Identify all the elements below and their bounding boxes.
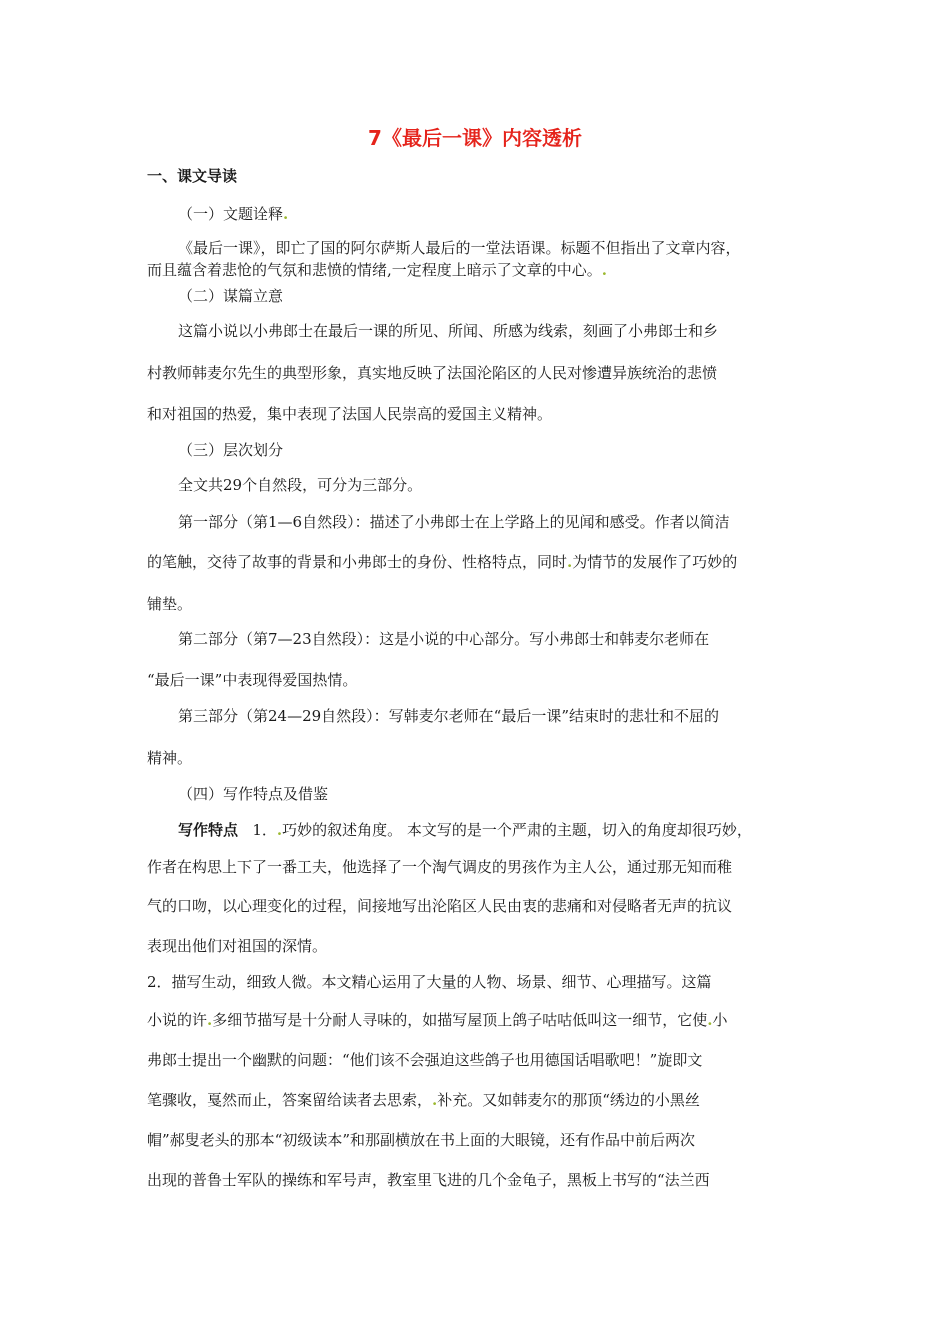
paragraph-line: 这篇小说以小弗郎士在最后一课的所见、所闻、所感为线索，刻画了小弗郎士和乡 [178, 322, 719, 340]
subheading-1-text: （一）文题诠释 [178, 205, 284, 223]
paragraph-line: “最后一课”中表现得爱国热情。 [147, 671, 358, 689]
paragraph-line: 气的口吻，以心理变化的过程，间接地写出沦陷区人民由衷的悲痛和对侵略者无声的抗议 [147, 897, 733, 915]
paragraph-line: 《最后一课》，即亡了国的阿尔萨斯人最后的一堂法语课。标题不但指出了文章内容， [178, 239, 741, 257]
paragraph-line [147, 552, 737, 572]
paragraph-line: 村教师韩麦尔先生的典型形象，真实地反映了法国沦陷区的人民对惨遭异族统治的悲愤 [147, 364, 718, 382]
writing-feature-label: 写作特点 [178, 821, 239, 839]
paragraph-line: 全文共29个自然段，可分为三部分。 [178, 476, 423, 494]
paragraph-line [147, 1010, 728, 1030]
paragraph-line: 铺垫。 [147, 595, 193, 613]
paragraph-text: 的笔触，交待了故事的背景和小弗郎士的身份、性格特点，同时 [147, 553, 568, 571]
subheading-4: （四）写作特点及借鉴 [178, 785, 329, 803]
paragraph-line [178, 820, 752, 840]
paragraph-line: 表现出他们对祖国的深情。 [147, 937, 328, 955]
paragraph-text: 补充。又如韩麦尔的那顶“绣边的小黑丝 [437, 1091, 700, 1109]
paragraph-text: 多细节描写是十分耐人寻味的，如描写屋顶上鸽子咕咕低叫这一细节，它使 [212, 1011, 708, 1029]
paragraph-text: 巧妙的叙述角度。 本文写的是一个严肃的主题，切入的角度却很巧妙， [282, 821, 752, 839]
mark-dot: . [601, 261, 608, 279]
paragraph-line [147, 260, 607, 280]
subheading-2: （二）谋篇立意 [178, 287, 284, 305]
paragraph-line [147, 1090, 700, 1110]
paragraph-text: 1． [252, 821, 277, 839]
mark-dot: . [567, 553, 573, 571]
subheading-1 [178, 204, 288, 224]
paragraph-text: 小说的许 [147, 1011, 208, 1029]
page-title: 7《最后一课》内容透析 [368, 126, 582, 150]
paragraph-line: 帽”郝叟老头的那本“初级读本”和那副横放在书上面的大眼镜，还有作品中前后两次 [147, 1131, 696, 1149]
mark-dot: . [707, 1011, 713, 1029]
paragraph-line: 精神。 [147, 749, 193, 767]
paragraph-line: 弗郎士提出一个幽默的问题：“他们该不会强迫这些鸽子也用德国话唱歌吧！”旋即文 [147, 1051, 703, 1069]
paragraph-line: 第二部分（第7—23自然段）：这是小说的中心部分。写小弗郎士和韩麦尔老师在 [178, 630, 710, 648]
paragraph-line: 第三部分（第24—29自然段）：写韩麦尔老师在“最后一课”结束时的悲壮和不屈的 [178, 707, 720, 725]
mark-dot: . [276, 821, 283, 839]
paragraph-line: 和对祖国的热爱，集中表现了法国人民崇高的爱国主义精神。 [147, 405, 553, 423]
mark-dot: . [432, 1091, 438, 1109]
paragraph-text: 小 [712, 1011, 728, 1029]
paragraph-text: 笔骤收，戛然而止，答案留给读者去思索， [147, 1091, 433, 1109]
paragraph-line: 作者在构思上下了一番工夫，他选择了一个淘气调皮的男孩作为主人公，通过那无知而稚 [147, 858, 733, 876]
paragraph-line: 第一部分（第1—6自然段）：描述了小弗郎士在上学路上的见闻和感受。作者以简洁 [178, 513, 730, 531]
paragraph-text: 而且蕴含着悲怆的气氛和悲愤的情绪,一定程度上暗示了文章的中心。 [147, 261, 602, 279]
paragraph-line: 出现的普鲁士军队的操练和军号声，教室里飞进的几个金龟子，黑板上书写的“法兰西 [147, 1171, 710, 1189]
mark-dot: . [207, 1011, 213, 1029]
section-heading: 一、课文导读 [147, 167, 238, 185]
paragraph-text: 为情节的发展作了巧妙的 [572, 553, 738, 571]
subheading-3: （三）层次划分 [178, 441, 284, 459]
mark-dot: . [283, 205, 289, 223]
paragraph-line: 2．描写生动，细致人微。本文精心运用了大量的人物、场景、细节、心理描写。这篇 [147, 973, 712, 991]
